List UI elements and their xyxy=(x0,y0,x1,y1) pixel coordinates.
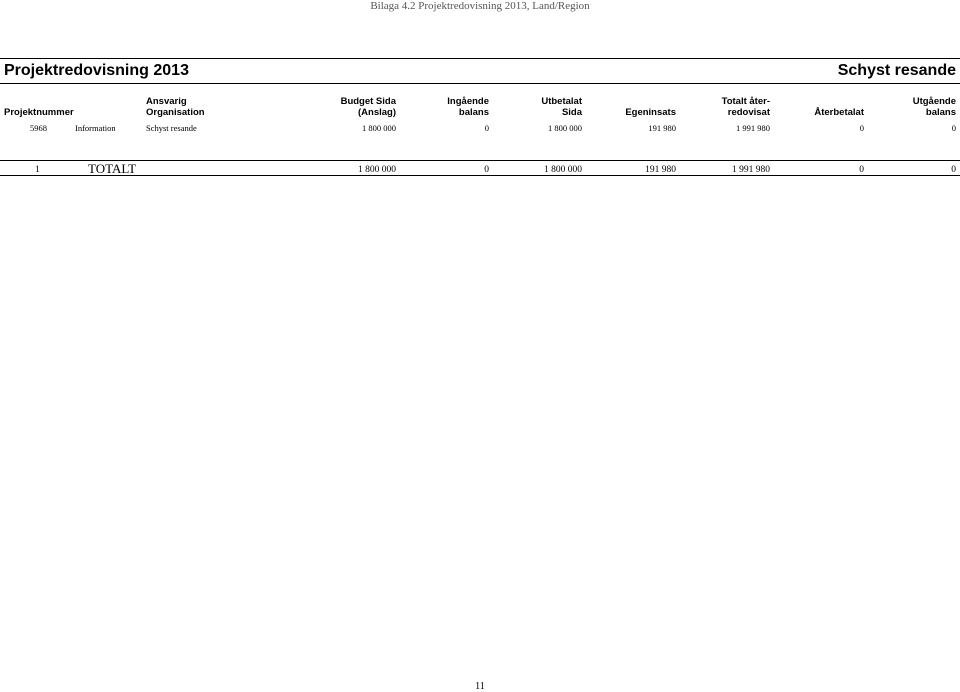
header-budget-line1: Budget Sida xyxy=(340,96,396,107)
total-totalt: 1 991 980 xyxy=(732,165,770,175)
header-aterbetalat xyxy=(814,107,864,118)
header-totalt-aterredovisat xyxy=(722,96,770,118)
total-aterbetalat: 0 xyxy=(859,165,864,175)
header-egeninsats xyxy=(625,107,676,118)
cell-projektnummer: 5968 xyxy=(30,123,47,133)
header-utgaende-line1: Utgående xyxy=(912,96,956,107)
header-totalt-line2: redovisat xyxy=(727,107,770,118)
cell-totalt: 1 991 980 xyxy=(736,123,770,133)
header-ingaende-balans xyxy=(447,96,489,118)
header-ingaende-line2: balans xyxy=(458,107,489,118)
total-count: 1 xyxy=(35,165,40,175)
cell-egeninsats: 191 980 xyxy=(648,123,676,133)
header-ansvarig-line1: Ansvarig xyxy=(146,96,187,107)
header-utgaende-balans xyxy=(913,96,956,118)
total-underline-rule xyxy=(0,175,960,176)
cell-utbetalat: 1 800 000 xyxy=(548,123,582,133)
total-egeninsats: 191 980 xyxy=(645,165,676,175)
report-title: Projektredovisning 2013 xyxy=(4,62,189,79)
divider-rule xyxy=(0,160,960,161)
header-utbetalat-sida xyxy=(541,96,582,118)
total-label: TOTALT xyxy=(88,161,137,176)
header-ingaende-line1: Ingående xyxy=(447,96,489,107)
header-projektnummer xyxy=(4,107,74,118)
header-ansvarig-organisation xyxy=(146,96,205,118)
cell-ingaende: 0 xyxy=(484,123,489,133)
header-egeninsats-line1: Egeninsats xyxy=(625,107,676,118)
cell-utgaende: 0 xyxy=(951,123,956,133)
header-utgaende-line2: balans xyxy=(925,107,956,118)
cell-aterbetalat: 0 xyxy=(859,123,864,133)
header-utbetalat-line1: Utbetalat xyxy=(541,96,582,107)
header-budget xyxy=(341,96,396,118)
running-header: Bilaga 4.2 Projektredovisning 2013, Land/Region xyxy=(370,0,590,12)
cell-budget: 1 800 000 xyxy=(362,123,396,133)
cell-projekt: Schyst resande xyxy=(146,123,197,133)
header-budget-line2: (Anslag) xyxy=(358,107,396,118)
total-ingaende: 0 xyxy=(484,165,489,175)
header-utbetalat-line2: Sida xyxy=(561,107,582,118)
project-name-heading: Schyst resande xyxy=(837,62,956,79)
cell-organisation: Information xyxy=(75,123,116,133)
header-aterbetalat-line1: Återbetalat xyxy=(814,107,864,118)
total-utbetalat: 1 800 000 xyxy=(544,165,582,175)
total-utgaende: 0 xyxy=(951,165,956,175)
header-projektnummer-line1: Projektnummer xyxy=(4,107,74,118)
header-ansvarig-line2: Organisation xyxy=(146,107,205,118)
title-bar xyxy=(0,58,960,84)
total-budget: 1 800 000 xyxy=(358,165,396,175)
header-totalt-line1: Totalt åter- xyxy=(721,96,770,107)
page-number: 11 xyxy=(475,681,485,692)
